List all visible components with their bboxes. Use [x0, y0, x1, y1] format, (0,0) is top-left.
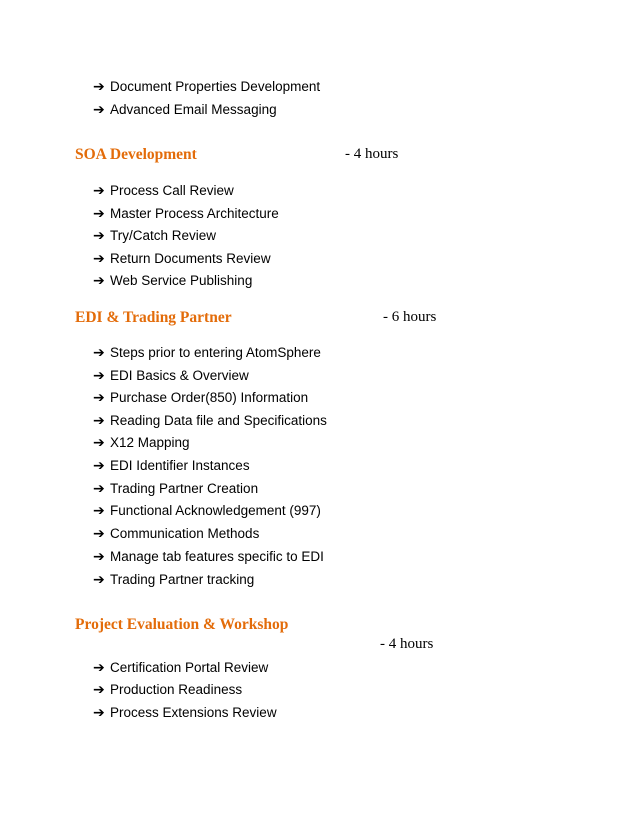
- list-item-text: Master Process Architecture: [110, 206, 279, 221]
- section-heading-edi: EDI & Trading Partner: [75, 309, 232, 326]
- list-item-text: Production Readiness: [110, 682, 243, 697]
- list-item-text: Certification Portal Review: [110, 660, 269, 675]
- list-item-text: Reading Data file and Specifications: [110, 413, 327, 428]
- section-heading-project: Project Evaluation & Workshop: [75, 616, 289, 633]
- list-item: [93, 681, 242, 699]
- section-heading-soa: SOA Development: [75, 146, 197, 163]
- arrow-right-icon: ➔: [93, 503, 105, 519]
- arrow-right-icon: ➔: [93, 705, 105, 721]
- list-item: [93, 704, 277, 722]
- list-item: [93, 548, 324, 566]
- arrow-right-icon: ➔: [93, 273, 105, 289]
- list-item: [93, 78, 320, 96]
- arrow-right-icon: ➔: [93, 682, 105, 698]
- list-item: [93, 182, 234, 200]
- list-item-text: X12 Mapping: [110, 435, 190, 450]
- list-item: [93, 272, 252, 290]
- list-item-text: EDI Basics & Overview: [110, 368, 249, 383]
- list-item: [93, 389, 308, 407]
- list-item-text: Try/Catch Review: [110, 228, 217, 243]
- arrow-right-icon: ➔: [93, 251, 105, 267]
- list-item-text: Process Call Review: [110, 183, 234, 198]
- list-item-text: Steps prior to entering AtomSphere: [110, 345, 321, 360]
- list-item: [93, 480, 258, 498]
- list-item-text: Advanced Email Messaging: [110, 102, 277, 117]
- arrow-right-icon: ➔: [93, 206, 105, 222]
- list-item: [93, 525, 259, 543]
- arrow-right-icon: ➔: [93, 228, 105, 244]
- arrow-right-icon: ➔: [93, 435, 105, 451]
- arrow-right-icon: ➔: [93, 481, 105, 497]
- section-duration-project: - 4 hours: [380, 636, 434, 652]
- list-item: [93, 367, 249, 385]
- list-item: [93, 101, 277, 119]
- list-item: [93, 412, 327, 430]
- section-duration-soa: - 4 hours: [345, 146, 399, 162]
- arrow-right-icon: ➔: [93, 102, 105, 118]
- list-item-text: Return Documents Review: [110, 251, 271, 266]
- list-item-text: Purchase Order(850) Information: [110, 390, 309, 405]
- arrow-right-icon: ➔: [93, 345, 105, 361]
- list-item-text: Process Extensions Review: [110, 705, 277, 720]
- list-item-text: Web Service Publishing: [110, 273, 253, 288]
- list-item-text: EDI Identifier Instances: [110, 458, 250, 473]
- arrow-right-icon: ➔: [93, 413, 105, 429]
- arrow-right-icon: ➔: [93, 526, 105, 542]
- list-item: [93, 250, 271, 268]
- list-item: [93, 571, 254, 589]
- arrow-right-icon: ➔: [93, 458, 105, 474]
- list-item: [93, 502, 321, 520]
- list-item: [93, 659, 268, 677]
- list-item: [93, 205, 279, 223]
- list-item-text: Manage tab features specific to EDI: [110, 549, 324, 564]
- list-item: [93, 227, 216, 245]
- list-item: [93, 344, 321, 362]
- arrow-right-icon: ➔: [93, 572, 105, 588]
- arrow-right-icon: ➔: [93, 79, 105, 95]
- list-item-text: Communication Methods: [110, 526, 260, 541]
- list-item: [93, 457, 250, 475]
- arrow-right-icon: ➔: [93, 660, 105, 676]
- list-item: [93, 434, 190, 452]
- section-duration-edi: - 6 hours: [383, 309, 437, 325]
- arrow-right-icon: ➔: [93, 183, 105, 199]
- list-item-text: Trading Partner tracking: [110, 572, 255, 587]
- list-item-text: Functional Acknowledgement (997): [110, 503, 321, 518]
- arrow-right-icon: ➔: [93, 390, 105, 406]
- list-item-text: Trading Partner Creation: [110, 481, 259, 496]
- list-item-text: Document Properties Development: [110, 79, 321, 94]
- arrow-right-icon: ➔: [93, 368, 105, 384]
- arrow-right-icon: ➔: [93, 549, 105, 565]
